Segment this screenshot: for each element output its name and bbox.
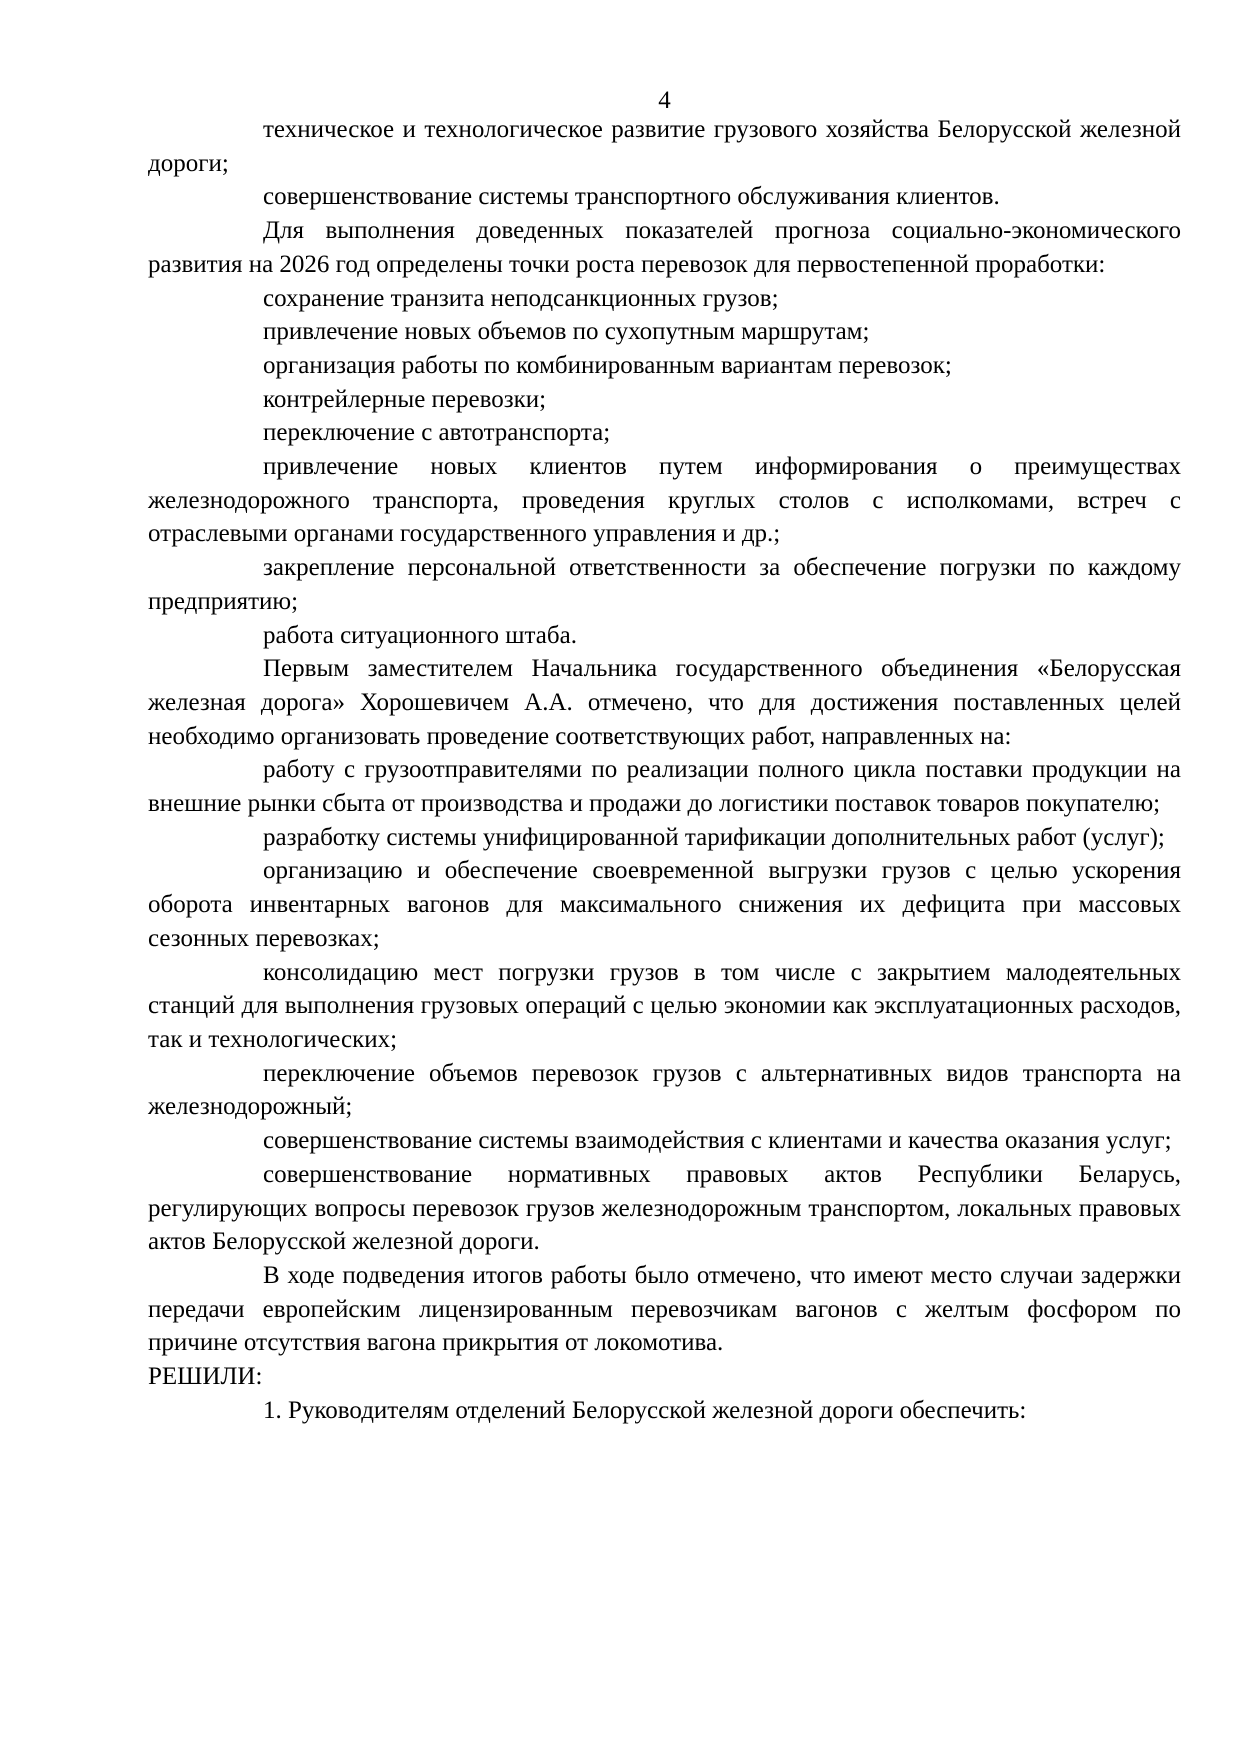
paragraph: привлечение новых объемов по сухопутным маршрутам;: [263, 318, 870, 346]
paragraph: переключение объемов перевозок грузов с альтернативных видов транспорта на железнодорожный;: [148, 1059, 1181, 1121]
page-number: 4: [658, 87, 671, 114]
paragraph: работа ситуационного штаба.: [263, 621, 577, 649]
paragraph: РЕШИЛИ:: [148, 1363, 263, 1391]
paragraph: совершенствование нормативных правовых актов Республики Беларусь, регулирующих вопросы перевозок грузов железнодорожным транспортом, локальных правовых актов Белорусской железной дороги.: [148, 1160, 1181, 1256]
paragraph: переключение с автотранспорта;: [263, 419, 611, 447]
paragraph: совершенствование системы транспортного обслуживания клиентов.: [263, 183, 1000, 211]
paragraph: привлечение новых клиентов путем информирования о преимуществах железнодорожного транспорта, проведения круглых столов с исполкомами, встреч с отраслевыми органами государственного управления и др.;: [148, 453, 1181, 548]
document-body: [148, 113, 1181, 1427]
paragraph: организация работы по комбинированным вариантам перевозок;: [263, 351, 952, 379]
paragraph: разработку системы унифицированной тарификации дополнительных работ (услуг);: [263, 823, 1165, 851]
paragraph: Первым заместителем Начальника государственного объединения «Белорусская железная дорога» Хорошевичем А.А. отмечено, что для достижения поставленных целей необходимо организовать проведение соответствующих работ, направленных на:: [148, 655, 1181, 750]
paragraph: организацию и обеспечение своевременной выгрузки грузов с целью ускорения оборота инвентарных вагонов для максимального снижения их дефицита при массовых сезонных перевозках;: [148, 857, 1181, 952]
paragraph: сохранение транзита неподсанкционных грузов;: [263, 284, 779, 312]
paragraph: В ходе подведения итогов работы было отмечено, что имеют место случаи задержки передачи европейским лицензированным перевозчикам вагонов с желтым фосфором по причине отсутствия вагона прикрытия от локомотива.: [148, 1261, 1181, 1357]
paragraph: совершенствование системы взаимодействия с клиентами и качества оказания услуг;: [263, 1127, 1172, 1155]
paragraph: 1. Руководителям отделений Белорусской железной дороги обеспечить:: [263, 1396, 1027, 1424]
paragraph: закрепление персональной ответственности за обеспечение погрузки по каждому предприятию;: [148, 554, 1181, 615]
paragraph: Для выполнения доведенных показателей прогноза социально-экономического развития на 2026 год определены точки роста перевозок для первостепенной проработки:: [148, 217, 1181, 278]
paragraph: работу с грузоотправителями по реализации полного цикла поставки продукции на внешние рынки сбыта от производства и продажи до логистики поставок товаров покупателю;: [148, 756, 1181, 818]
paragraph: консолидацию мест погрузки грузов в том числе с закрытием малодеятельных станций для выполнения грузовых операций с целью экономии как эксплуатационных расходов, так и технологических;: [148, 958, 1181, 1053]
paragraph: контрейлерные перевозки;: [263, 385, 547, 413]
paragraph: техническое и технологическое развитие грузового хозяйства Белорусской железной дороги;: [148, 116, 1181, 177]
